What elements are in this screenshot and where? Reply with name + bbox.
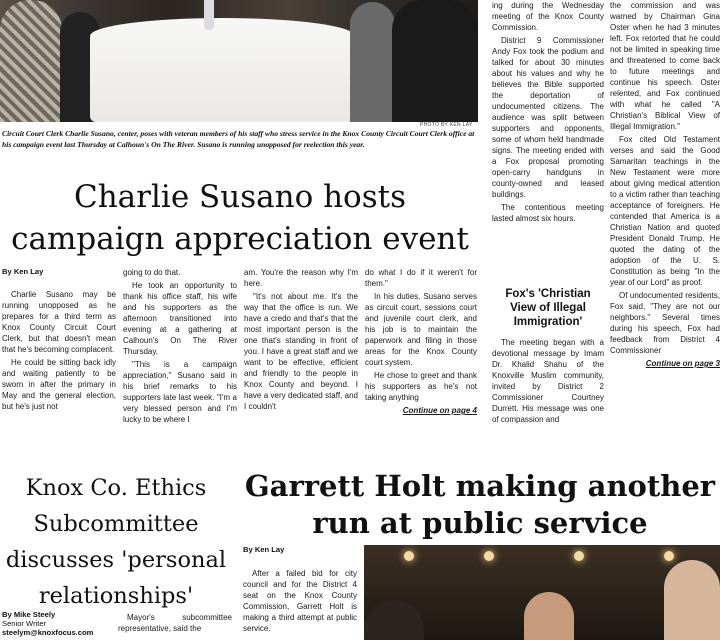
- photo-person: [350, 2, 395, 122]
- paragraph: The meeting began with a devotional message by Imam Dr. Khalid Shahu of the Knoxville Muslim community, invited by District 2 Commissioner Courtney Durrett. His message was one of compassion and: [492, 338, 604, 424]
- ethics-headline: Knox Co. Ethics Subcommittee discusses 'personal relationships': [5, 475, 227, 609]
- byline-title: Senior Writer: [2, 619, 47, 628]
- paragraph: the commission and was warned by Chairman Gina Oster when he had 3 minutes left. Fox retorted that he could not be limited in speaking time and threatened to come back to future meetings and continue his speech. Oster relented, and Fox continued with what he called "A Christian's Biblical View of Illegal Immigration.": [610, 1, 720, 131]
- paragraph: Charlie Susano may be running unopposed as he prepares for a third term as Knox County Circuit Court Clerk, but that doesn't mean that he's becoming complacent.: [2, 290, 116, 354]
- paragraph: Fox cited Old Testament verses and said the Good Samaritan teachings in the New Testament were more about giving medical attention to a victim rather than teaching acceptance of foreigners. He contended that America is a Christian Nation and quoted President Donald Trump. He quoted the dating of the adoption of the U. S. Constitution as being "In the year of our Lord" as proof.: [610, 135, 720, 287]
- paragraph: The contentious meeting lasted almost six hours.: [492, 203, 604, 223]
- paragraph: After a failed bid for city council and for the District 4 seat on the Knox County Commission, Garrett Holt is making a third attempt at public service.: [243, 569, 357, 633]
- susano-event-photo: [0, 0, 478, 122]
- paragraph: do what I do if it weren't for them.": [365, 268, 477, 288]
- photo-person: [364, 600, 424, 640]
- paragraph: "This is a campaign appreciation," Susano said in his brief remarks to his supporters late last week. "I'm a very blessed person and I'm lucky to be where I: [123, 360, 237, 424]
- paragraph: In his duties, Susano serves as circuit court, sessions court and juvenile court clerk, and his job is to maintain the paperwork and filing in those areas for the Knox County court system.: [365, 292, 477, 367]
- photo-table-cloth: [90, 18, 355, 122]
- paragraph: am. You're the reason why I'm here.: [244, 268, 358, 288]
- byline-email[interactable]: steelym@knoxfocus.com: [2, 628, 94, 637]
- fox-column-2: [610, 0, 720, 369]
- paragraph: Of undocumented residents, Fox said, "They are not our neighbors." Several times during his speech, Fox had feedback from District 4 Commissioner: [610, 291, 720, 355]
- byline-name: By Mike Steely: [2, 610, 56, 619]
- holt-headline: Garrett Holt making another run at public service: [244, 469, 716, 540]
- fox-column-1: [492, 0, 604, 226]
- susano-continue-link[interactable]: Continue on page 4: [402, 406, 477, 415]
- photo-glass: [204, 0, 214, 30]
- ethics-byline: [2, 610, 93, 637]
- paragraph: "It's not about me. It's the way that the office is run. We have a credo and that's that the most important person is the one that's standing in front of you. I have a great staff and we want to be effective, efficient and friendly to the people in Knox County and beyond. I have a very dedicated staff, and I couldn't: [244, 292, 358, 411]
- photo-person: [664, 560, 720, 640]
- photo-person: [524, 592, 574, 640]
- photo-light: [574, 551, 584, 561]
- holt-column: [243, 568, 357, 636]
- fox-continue-link[interactable]: Continue on page 3: [645, 359, 720, 368]
- holt-byline: By Ken Lay: [243, 545, 285, 554]
- photo-light: [404, 551, 414, 561]
- photo-person: [392, 0, 478, 122]
- paragraph: He chose to greet and thank his supporters as he's not taking anything: [365, 371, 477, 402]
- paragraph: District 9 Commissioner Andy Fox took the podium and talked for about 30 minutes about his values and why he believes the Bible supported the deportation of undocumented citizens. The audience was split between supporters and opponents, some of whom held handmade signs. The meeting ended with a Fox proposal promoting open-carry handguns in county-owned and leased buildings.: [492, 36, 604, 199]
- fox-subhead: Fox's 'Christian View of Illegal Immigration': [505, 288, 591, 328]
- photo-credit: PHOTO BY KEN LAY: [420, 122, 473, 128]
- photo-person: [0, 0, 62, 122]
- susano-column-1: [2, 289, 116, 414]
- ethics-column: [118, 612, 232, 636]
- susano-column-3: [244, 267, 358, 414]
- fox-column-1-bottom: [492, 337, 604, 427]
- susano-byline: By Ken Lay: [2, 267, 44, 276]
- paragraph: He took an opportunity to thank his office staff, his wife and his supporters as the afternoon transitioned into evening at a gathering at Calhoun's On The River Thursday.: [123, 281, 237, 356]
- susano-headline: Charlie Susano hosts campaign appreciation event: [11, 179, 469, 257]
- photo-light: [484, 551, 494, 561]
- paragraph: going to do that.: [123, 268, 181, 277]
- susano-column-2: [123, 267, 237, 427]
- susano-column-4: [365, 267, 477, 416]
- photo-light: [664, 551, 674, 561]
- photo-caption: Circuit Court Clerk Charlie Susano, center, poses with veteran members of his staff who stress service in the Knox County Circuit Court Clerk office at his campaign event last Thursday at Calhoun's On The River. Susano is running unopposed for reelection this year.: [2, 129, 475, 149]
- holt-photo: [364, 545, 720, 640]
- paragraph: ing during the Wednesday meeting of the Knox County Commission.: [492, 1, 604, 32]
- paragraph: Mayor's subcommittee representative, said the: [118, 613, 232, 633]
- paragraph: He could be sitting back idly and waiting patiently to be sworn in after the primary in May and the general election, but he's just not: [2, 358, 116, 411]
